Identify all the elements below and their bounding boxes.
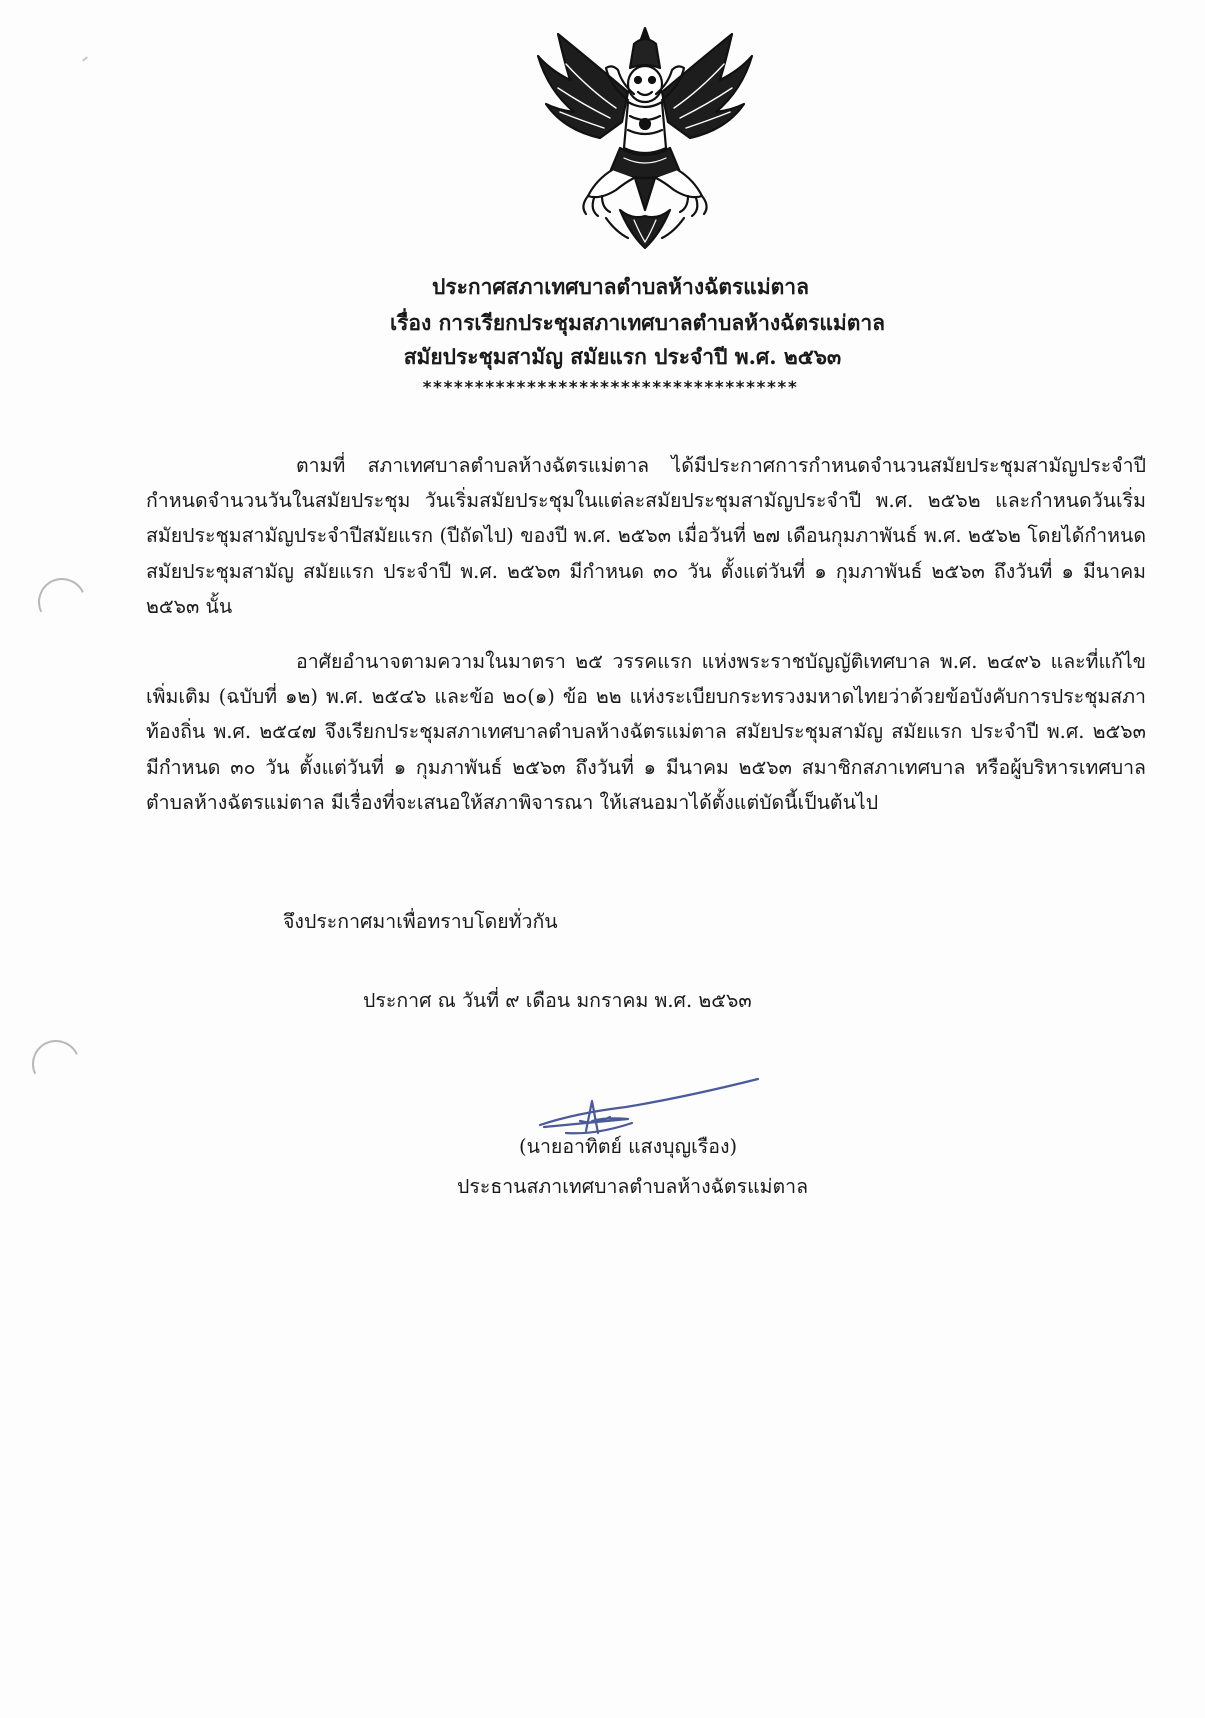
scan-speck bbox=[82, 56, 88, 61]
body-paragraph-2: อาศัยอำนาจตามความในมาตรา ๒๕ วรรคแรก แห่งพระราชบัญญัติเทศบาล พ.ศ. ๒๔๙๖ และที่แก้ไขเพิ่มเติม (ฉบับที่ ๑๒) พ.ศ. ๒๕๔๖ และข้อ ๒๐(๑) ข้อ ๒๒ แห่งระเบียบกระทรวงมหาดไทยว่าด้วยข้อบังคับการประชุมสภาท้องถิ่น พ.ศ. ๒๕๔๗ จึงเรียกประชุมสภาเทศบาลตำบลห้างฉัตรแม่ตาล สมัยประชุมสามัญ สมัยแรก ประจำปี พ.ศ. ๒๕๖๓ มีกำหนด ๓๐ วัน ตั้งแต่วันที่ ๑ กุมภาพันธ์ ๒๕๖๓ ถึงวันที่ ๑ มีนาคม ๒๕๖๓ สมาชิกสภาเทศบาล หรือผู้บริหารเทศบาลตำบลห้างฉัตรแม่ตาล มีเรื่องที่จะเสนอให้สภาพิจารณา ให้เสนอมาได้ตั้งแต่บัดนี้เป็นต้นไป bbox=[146, 650, 1146, 814]
punch-hole-mark bbox=[25, 1033, 87, 1095]
garuda-emblem-icon bbox=[530, 20, 760, 255]
signatory-position: ประธานสภาเทศบาลตำบลห้างฉัตรแม่ตาล bbox=[457, 1175, 809, 1198]
announcement-title: ประกาศสภาเทศบาลตำบลห้างฉัตรแม่ตาล bbox=[432, 274, 809, 299]
announcement-subject: เรื่อง การเรียกประชุมสภาเทศบาลตำบลห้างฉัตรแม่ตาล bbox=[389, 310, 886, 335]
closing-statement: จึงประกาศมาเพื่อทราบโดยทั่วกัน bbox=[283, 910, 558, 933]
signatory-name: (นายอาทิตย์ แสงบุญเรือง) bbox=[519, 1135, 738, 1158]
title-divider: ************************************ bbox=[422, 378, 798, 398]
body-paragraph-1: ตามที่ สภาเทศบาลตำบลห้างฉัตรแม่ตาล ได้มีประกาศการกำหนดจำนวนสมัยประชุมสามัญประจำปี กำหนดจำนวนวันในสมัยประชุม วันเริ่มสมัยประชุมในแต่ละสมัยประชุมสามัญประจำปี พ.ศ. ๒๕๖๒ และกำหนดวันเริ่มสมัยประชุมสามัญประจำปีสมัยแรก (ปีถัดไป) ของปี พ.ศ. ๒๕๖๓ เมื่อวันที่ ๒๗ เดือนกุมภาพันธ์ พ.ศ. ๒๕๖๒ โดยได้กำหนดสมัยประชุมสามัญ สมัยแรก ประจำปี พ.ศ. ๒๕๖๓ มีกำหนด ๓๐ วัน ตั้งแต่วันที่ ๑ กุมภาพันธ์ ๒๕๖๓ ถึงวันที่ ๑ มีนาคม ๒๕๖๓ นั้น bbox=[146, 454, 1146, 618]
announcement-date: ประกาศ ณ วันที่ ๙ เดือน มกราคม พ.ศ. ๒๕๖๓ bbox=[363, 989, 752, 1012]
punch-hole-mark bbox=[31, 571, 93, 633]
announcement-session: สมัยประชุมสามัญ สมัยแรก ประจำปี พ.ศ. ๒๕๖๓ bbox=[403, 344, 842, 369]
